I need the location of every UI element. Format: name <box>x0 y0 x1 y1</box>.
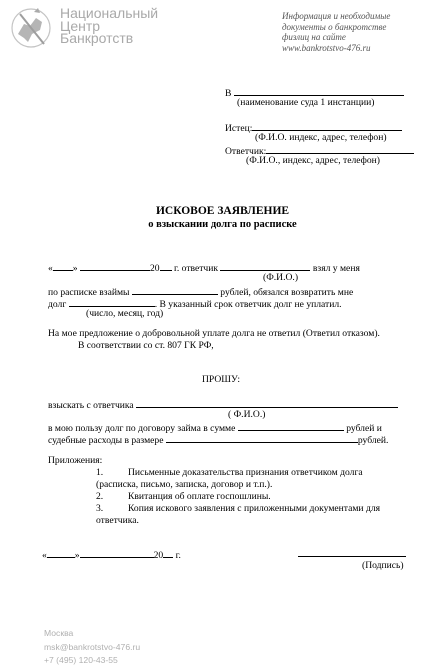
costs-text: судебные расходы в размере <box>48 435 164 446</box>
debt-sum-text: в мою пользу долг по договору займа в сумме <box>48 423 236 434</box>
brand-name <box>60 7 158 45</box>
sign-year-blank[interactable] <box>163 547 173 558</box>
due-date-caption: (число, месяц, год) <box>86 308 164 319</box>
quote-close: » <box>72 263 78 274</box>
defendant-text: г. ответчик <box>174 263 219 274</box>
year-prefix: 20 <box>150 263 160 274</box>
note-line: физлиц на сайте <box>282 32 346 42</box>
recover-text: взыскать с ответчика <box>48 400 134 411</box>
body-line-5: В соответствии со ст. 807 ГК РФ, <box>78 340 214 351</box>
note-line: www.bankrotstvo-476.ru <box>282 42 371 53</box>
attachment-num: 1. <box>96 467 104 478</box>
body-line-1 <box>48 260 360 275</box>
document-subtitle: о взыскании долга по расписке <box>148 219 297 230</box>
borrowed-text: взял у меня <box>312 263 360 274</box>
due-date-blank[interactable] <box>69 296 155 307</box>
sign-day-blank[interactable] <box>47 547 75 558</box>
defendant-name-blank[interactable] <box>220 260 310 271</box>
attachment-cont: ответчика. <box>96 515 139 526</box>
signature-caption: (Подпись) <box>362 560 404 571</box>
day-blank[interactable] <box>53 260 73 271</box>
request-line-3 <box>48 432 388 447</box>
debt-sum-blank[interactable] <box>238 420 344 431</box>
plaintiff-label: Истец: <box>225 123 253 134</box>
rubles-text: рублей. <box>357 435 389 446</box>
defendant-label: Ответчик: <box>225 146 267 157</box>
brand-line: Национальный <box>60 5 159 21</box>
attachment-num: 3. <box>96 503 104 514</box>
defendant-name-caption: (Ф.И.О.) <box>263 272 299 283</box>
year-suffix: г. <box>175 550 181 561</box>
attachment-cont: (расписка, письмо, записка, договор и т.п.). <box>96 479 273 490</box>
note-line: документы о банкротстве <box>282 21 387 32</box>
signature-date-line <box>42 547 181 562</box>
court-caption: (наименование суда 1 инстанции) <box>237 97 375 108</box>
recover-name-blank[interactable] <box>136 397 398 408</box>
loan-text: по расписке взаймы <box>48 287 130 298</box>
year-blank[interactable] <box>160 260 172 271</box>
request-line-1 <box>48 397 398 412</box>
logo-icon <box>10 4 52 52</box>
costs-blank[interactable] <box>166 432 358 443</box>
brand-line: Центр <box>60 17 101 34</box>
plaintiff-caption: (Ф.И.О. индекс, адрес, телефон) <box>255 132 387 143</box>
signature-blank[interactable] <box>298 556 406 557</box>
quote-open: « <box>48 263 53 274</box>
defendant-blank[interactable] <box>266 143 414 154</box>
court-blank[interactable] <box>234 85 404 96</box>
document-title: ИСКОВОЕ ЗАЯВЛЕНИЕ <box>155 205 290 217</box>
attachment-num: 2. <box>96 491 104 502</box>
attachment-text: Квитанция об оплате госпошлины. <box>128 491 271 502</box>
court-prefix: В <box>225 88 232 99</box>
plaintiff-blank[interactable] <box>252 120 402 131</box>
month-blank[interactable] <box>80 260 150 271</box>
loan-amount-blank[interactable] <box>132 284 218 295</box>
header-note <box>282 11 390 53</box>
unpaid-text: . В указанный срок ответчик долг не уплатил. <box>154 299 342 310</box>
sign-year-prefix: 20 <box>153 550 164 561</box>
rubles-and-text: рублей и <box>346 423 382 434</box>
quote-open: « <box>42 550 47 561</box>
footer-phone[interactable]: +7 (495) 120-43-55 <box>44 655 118 665</box>
request-heading: ПРОШУ: <box>202 374 241 385</box>
footer-contacts <box>44 627 140 668</box>
body-line-4: На мое предложение о добровольной уплате долга не ответил (Ответил отказом). <box>48 328 380 339</box>
obligation-text: рублей, обязался возвратить мне <box>220 287 354 298</box>
footer-city: Москва <box>44 628 74 638</box>
request-caption: ( Ф.И.О.) <box>228 409 266 420</box>
sign-month-blank[interactable] <box>80 547 154 558</box>
attachment-text: Копия искового заявления с приложенными документами для <box>128 503 381 514</box>
debt-text: долг <box>48 299 67 310</box>
defendant-caption: (Ф.И.О., индекс, адрес, телефон) <box>246 155 380 166</box>
note-line: Информация и необходимые <box>282 11 391 21</box>
attachments-heading: Приложения: <box>48 455 103 466</box>
attachment-text: Письменные доказательства признания ответчиком долга <box>128 467 363 478</box>
quote-close: » <box>74 550 80 561</box>
brand-line: Банкротств <box>60 30 134 46</box>
footer-email[interactable]: msk@bankrotstvo-476.ru <box>44 641 141 652</box>
